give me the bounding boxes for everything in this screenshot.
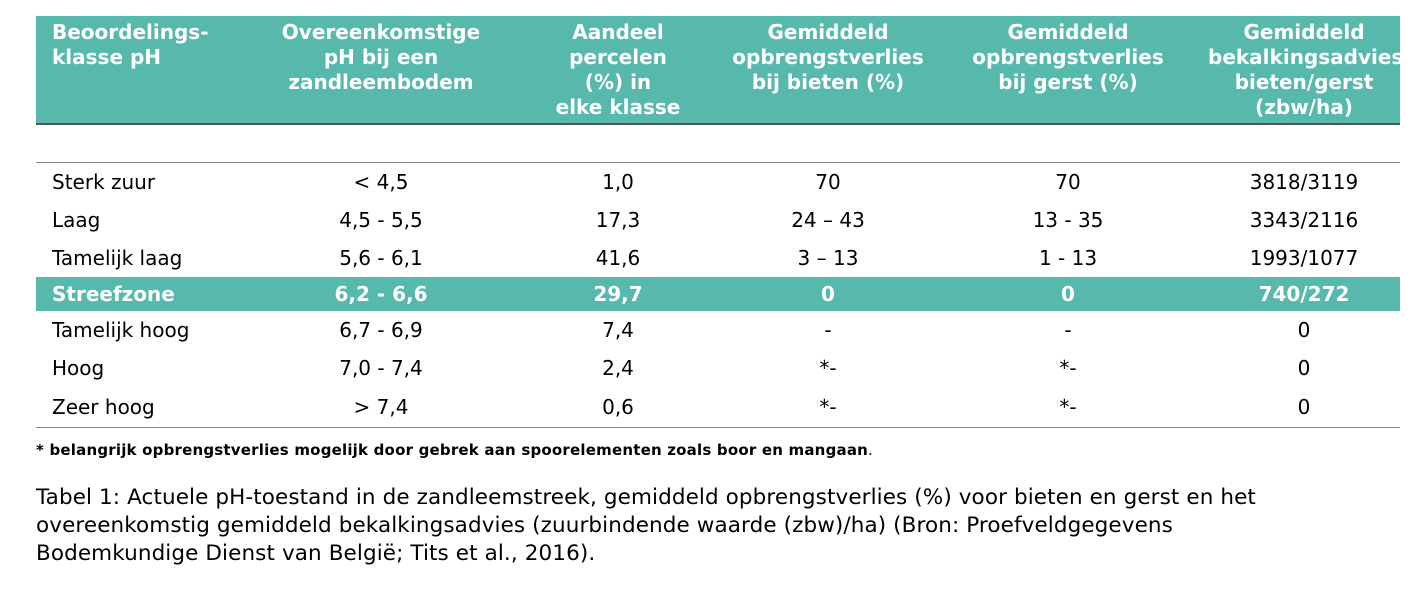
ph-table-container bbox=[36, 16, 1404, 428]
table-cell: 1 - 13 bbox=[1038, 246, 1098, 270]
table-cell: 70 bbox=[815, 170, 841, 194]
table-caption: Tabel 1: Actuele pH-toestand in de zandleemstreek, gemiddeld opbrengstverlies (%) voor bieten en gerst en het overeenkomstig gemiddeld bekalkingsadvies (zuurbindende waarde (zbw)/ha) (Bron: Proefveldgegevens Bodemkundige Dienst van België; Tits et al., 2016). bbox=[36, 485, 1256, 566]
footnote-period: . bbox=[868, 441, 873, 459]
header-cell: Gemiddeld opbrengstverlies bij bieten (%) bbox=[728, 16, 928, 124]
table-cell: Hoog bbox=[52, 356, 105, 380]
ph-table bbox=[36, 16, 1404, 428]
table-cell: 0 bbox=[1208, 387, 1400, 428]
table-cell: 0 bbox=[1297, 356, 1311, 380]
table-cell: *- bbox=[819, 356, 837, 380]
table-cell: Zeer hoog bbox=[36, 387, 254, 428]
table-cell: 4,5 - 5,5 bbox=[339, 208, 423, 232]
table-row bbox=[36, 239, 1400, 277]
header-cell: Overeenkomstige pH bij een zandleembodem bbox=[254, 16, 508, 124]
table-cell: - bbox=[1064, 318, 1072, 342]
table-cell: 0 bbox=[1297, 318, 1311, 342]
table-cell: 17,3 bbox=[595, 208, 641, 232]
table-cell: 0 bbox=[928, 277, 1208, 311]
table-cell: 5,6 - 6,1 bbox=[339, 246, 423, 270]
table-cell: Tamelijk laag bbox=[52, 246, 183, 270]
table-cell: 0,6 bbox=[508, 387, 728, 428]
table-cell: 29,7 bbox=[508, 277, 728, 311]
table-cell: 6,2 - 6,6 bbox=[254, 277, 508, 311]
header-cell: Beoordelings- klasse pH bbox=[36, 16, 254, 124]
table-row bbox=[36, 311, 1400, 349]
table-header-row bbox=[36, 16, 1400, 124]
table-cell: 3818/3119 bbox=[1249, 170, 1359, 194]
table-cell: Sterk zuur bbox=[52, 170, 156, 194]
table-row bbox=[36, 349, 1400, 387]
table-row bbox=[36, 387, 1400, 428]
table-cell: 7,4 bbox=[602, 318, 634, 342]
table-cell: *- bbox=[928, 387, 1208, 428]
table-cell: 1993/1077 bbox=[1249, 246, 1359, 270]
table-cell: 6,7 - 6,9 bbox=[339, 318, 423, 342]
table-cell: - bbox=[824, 318, 832, 342]
table-cell: Laag bbox=[52, 208, 101, 232]
table-row bbox=[36, 163, 1400, 202]
table-cell: 1,0 bbox=[602, 170, 634, 194]
table-cell: > 7,4 bbox=[254, 387, 508, 428]
header-cell: Gemiddeld opbrengstverlies bij gerst (%) bbox=[928, 16, 1208, 124]
table-cell: 7,0 - 7,4 bbox=[339, 356, 423, 380]
table-cell: < 4,5 bbox=[353, 170, 409, 194]
table-spacer bbox=[36, 124, 1400, 163]
table-cell: 70 bbox=[1055, 170, 1081, 194]
table-cell: 13 - 35 bbox=[1032, 208, 1104, 232]
header-cell: Aandeel percelen (%) in elke klasse bbox=[508, 16, 728, 124]
table-cell: 740/272 bbox=[1208, 277, 1400, 311]
table-row-highlight bbox=[36, 277, 1400, 311]
table-cell: *- bbox=[728, 387, 928, 428]
table-cell: *- bbox=[1059, 356, 1077, 380]
table-cell: Streefzone bbox=[36, 277, 254, 311]
table-row bbox=[36, 201, 1400, 239]
table-cell: 3 – 13 bbox=[797, 246, 859, 270]
footnote-text: * belangrijk opbrengstverlies mogelijk door gebrek aan spoorelementen zoals boor en mangaan bbox=[36, 441, 869, 459]
table-cell: 41,6 bbox=[595, 246, 641, 270]
table-footnote bbox=[36, 441, 873, 459]
header-cell: Gemiddeld bekalkingsadvies bieten/gerst (zbw/ha) bbox=[1208, 16, 1400, 124]
table-cell: 2,4 bbox=[602, 356, 634, 380]
table-cell: 3343/2116 bbox=[1249, 208, 1359, 232]
table-cell: Tamelijk hoog bbox=[52, 318, 190, 342]
table-cell: 24 – 43 bbox=[791, 208, 865, 232]
table-cell: 0 bbox=[728, 277, 928, 311]
